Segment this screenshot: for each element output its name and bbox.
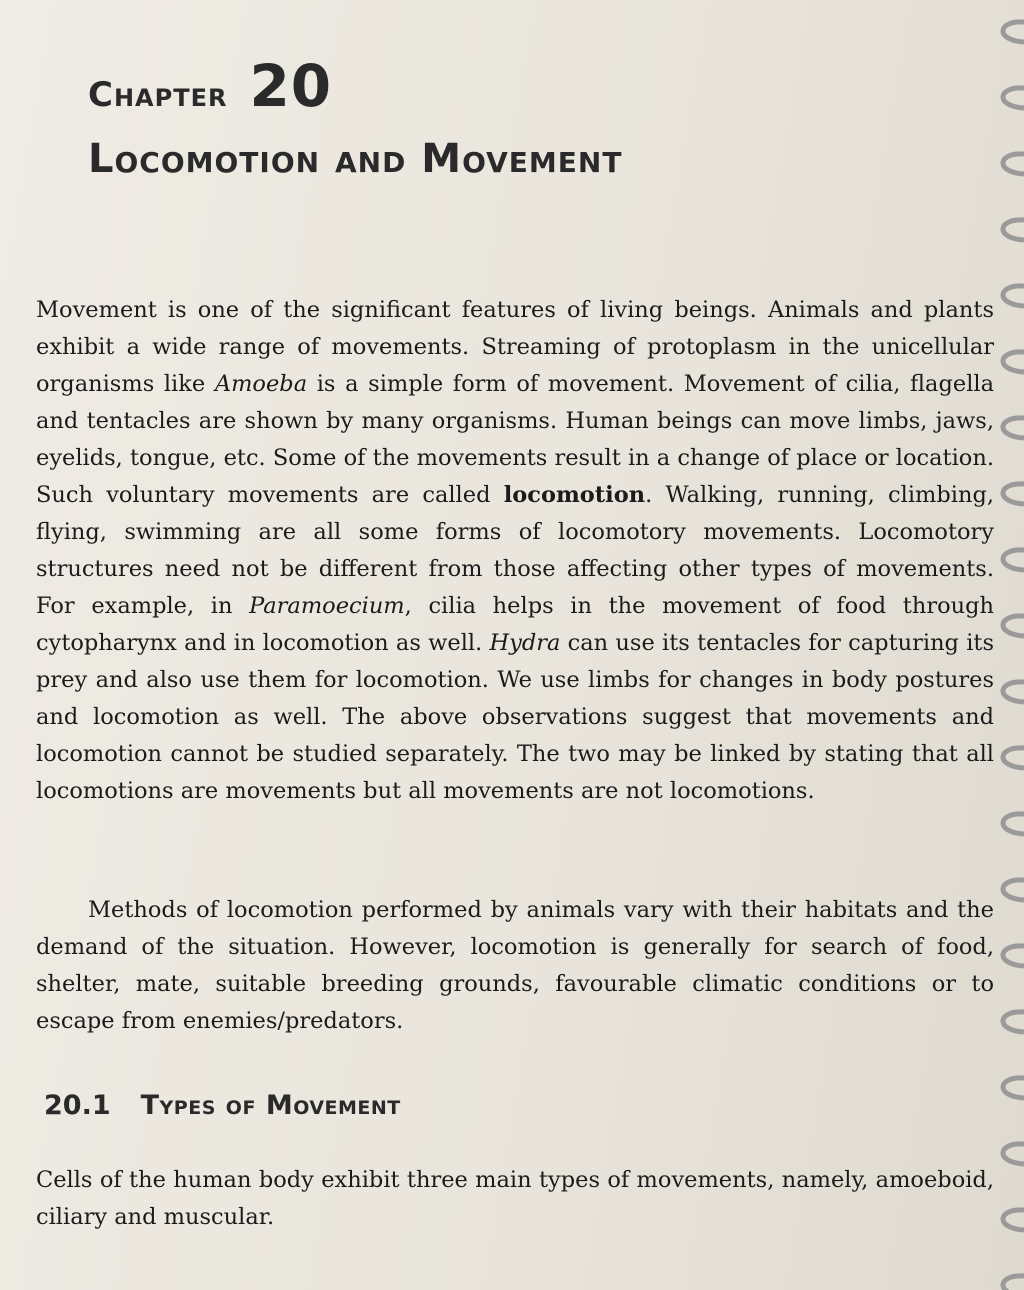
paragraph-methods bbox=[36, 892, 994, 1040]
spiral-binding-icon bbox=[984, 0, 1024, 1290]
text-run: is a simple form of movement. Movement of cilia, flagella and tentacles are shown by many organisms. Human beings can move limbs, jaws, eyelids, tongue, etc. Some of the movements result in a change of place or location. Such voluntary movements are called bbox=[36, 371, 994, 508]
section-number: 20.1 bbox=[44, 1090, 111, 1121]
spiral-coil bbox=[1003, 352, 1024, 372]
paragraph-types bbox=[36, 1162, 994, 1236]
paragraph-methods-text: Methods of locomotion performed by animals vary with their habitats and the demand of the situation. However, locomotion is generally for search of food, shelter, mate, suitable breeding grounds, favourable climatic conditions or to escape from enemies/predators. bbox=[36, 897, 994, 1034]
spiral-coil bbox=[1003, 616, 1024, 636]
spiral-coil bbox=[1003, 946, 1024, 966]
spiral-coil bbox=[1003, 1276, 1024, 1290]
text-run: . Walking, running, climbing, flying, swimming are all some forms of locomotory movements. Locomotory structures need not be different from those affecting other types of movements. For example, in bbox=[36, 482, 994, 619]
spiral-coil bbox=[1003, 484, 1024, 504]
chapter-number: 20 bbox=[249, 52, 333, 120]
section-title: Types of Movement bbox=[140, 1090, 401, 1121]
chapter-title: Locomotion and Movement bbox=[88, 136, 623, 182]
paragraph-intro-text bbox=[36, 292, 994, 810]
spiral-coil bbox=[1003, 1144, 1024, 1164]
spiral-coil bbox=[1003, 286, 1024, 306]
spiral-coil bbox=[1003, 418, 1024, 438]
chapter-word: Chapter bbox=[88, 75, 228, 115]
text-run: , cilia helps in the movement of food through cytopharynx and in locomotion as well. bbox=[36, 593, 994, 656]
text-run: Movement is one of the significant features of living beings. Animals and plants exhibit a wide range of movements. Streaming of protoplasm in the unicellular organisms like bbox=[36, 297, 994, 397]
spiral-coil bbox=[1003, 814, 1024, 834]
text-run: can use its tentacles for capturing its prey and also use them for locomotion. We use limbs for changes in body postures and locomotion as well. The above observations suggest that movements and locomotion cannot be studied separately. The two may be linked by stating that all locomotions are movements but all movements are not locomotions. bbox=[36, 630, 994, 804]
chapter-label bbox=[88, 52, 332, 120]
text-run: Hydra bbox=[489, 630, 561, 656]
paragraph-types-text: Cells of the human body exhibit three main types of movements, namely, amoeboid, ciliary and muscular. bbox=[36, 1167, 994, 1230]
spiral-coil bbox=[1003, 22, 1024, 42]
spiral-coil bbox=[1003, 220, 1024, 240]
section-heading bbox=[44, 1090, 401, 1121]
spiral-coil bbox=[1003, 550, 1024, 570]
spiral-coil bbox=[1003, 748, 1024, 768]
paragraph-intro bbox=[36, 292, 994, 810]
spiral-coil bbox=[1003, 88, 1024, 108]
text-run: Amoeba bbox=[214, 371, 308, 397]
text-run: Paramoecium bbox=[249, 593, 405, 619]
spiral-coil bbox=[1003, 880, 1024, 900]
spiral-coil bbox=[1003, 1012, 1024, 1032]
spiral-coil bbox=[1003, 154, 1024, 174]
spiral-coil bbox=[1003, 1210, 1024, 1230]
spiral-coil bbox=[1003, 1078, 1024, 1098]
text-run: locomotion bbox=[503, 482, 646, 508]
spiral-coil bbox=[1003, 682, 1024, 702]
